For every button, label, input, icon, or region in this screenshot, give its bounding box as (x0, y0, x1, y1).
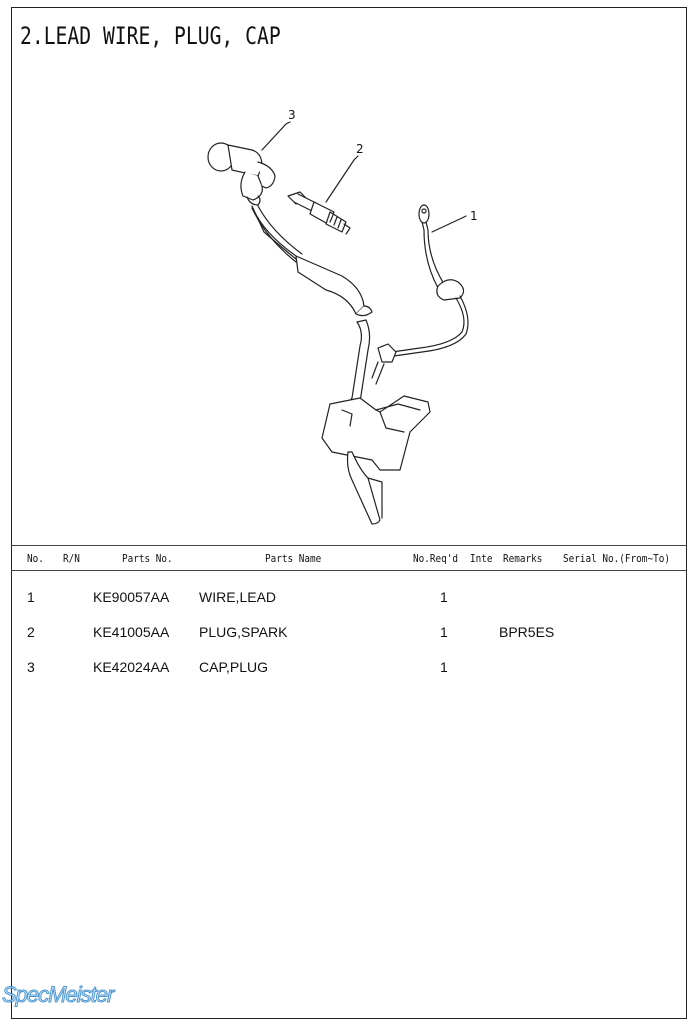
plug-cap-part (208, 143, 275, 205)
row-qty: 1 (440, 659, 448, 675)
row-qty: 1 (440, 624, 448, 640)
page-title: 2.LEAD WIRE, PLUG, CAP (20, 22, 281, 50)
header-no: No. (27, 552, 44, 565)
row-parts-no: KE90057AA (93, 589, 170, 605)
callout-3-leader (262, 122, 290, 150)
spark-plug-part (288, 192, 350, 234)
callout-2-leader (326, 156, 358, 202)
header-parts-no: Parts No. (122, 552, 173, 565)
row-parts-name: WIRE,LEAD (199, 589, 277, 605)
row-parts-no: KE41005AA (93, 624, 170, 640)
row-parts-name: PLUG,SPARK (199, 624, 288, 640)
watermark-logo: SpecMeister (2, 982, 114, 1007)
header-parts-name: Parts Name (265, 552, 322, 565)
row-no: 3 (27, 659, 35, 675)
header-no-reqd: No.Req'd (413, 552, 459, 565)
row-parts-name: CAP,PLUG (199, 659, 268, 675)
row-no: 2 (27, 624, 35, 640)
row-parts-no: KE42024AA (93, 659, 170, 675)
header-inte: Inte (470, 552, 493, 565)
callout-2-label: 2 (356, 142, 364, 156)
header-rn: R/N (63, 552, 80, 565)
ground-wire-part (372, 205, 468, 384)
table-top-rule (11, 545, 687, 546)
header-serial-no: Serial No.(From~To) (563, 552, 670, 565)
callout-3-label: 3 (288, 108, 296, 122)
row-qty: 1 (440, 589, 448, 605)
row-no: 1 (27, 589, 35, 605)
lead-wire-part (252, 206, 430, 524)
callout-1-label: 1 (470, 209, 478, 223)
header-remarks: Remarks (503, 552, 543, 565)
table-header-rule (11, 570, 687, 571)
callout-1-leader (432, 216, 466, 232)
row-remarks: BPR5ES (499, 624, 555, 640)
